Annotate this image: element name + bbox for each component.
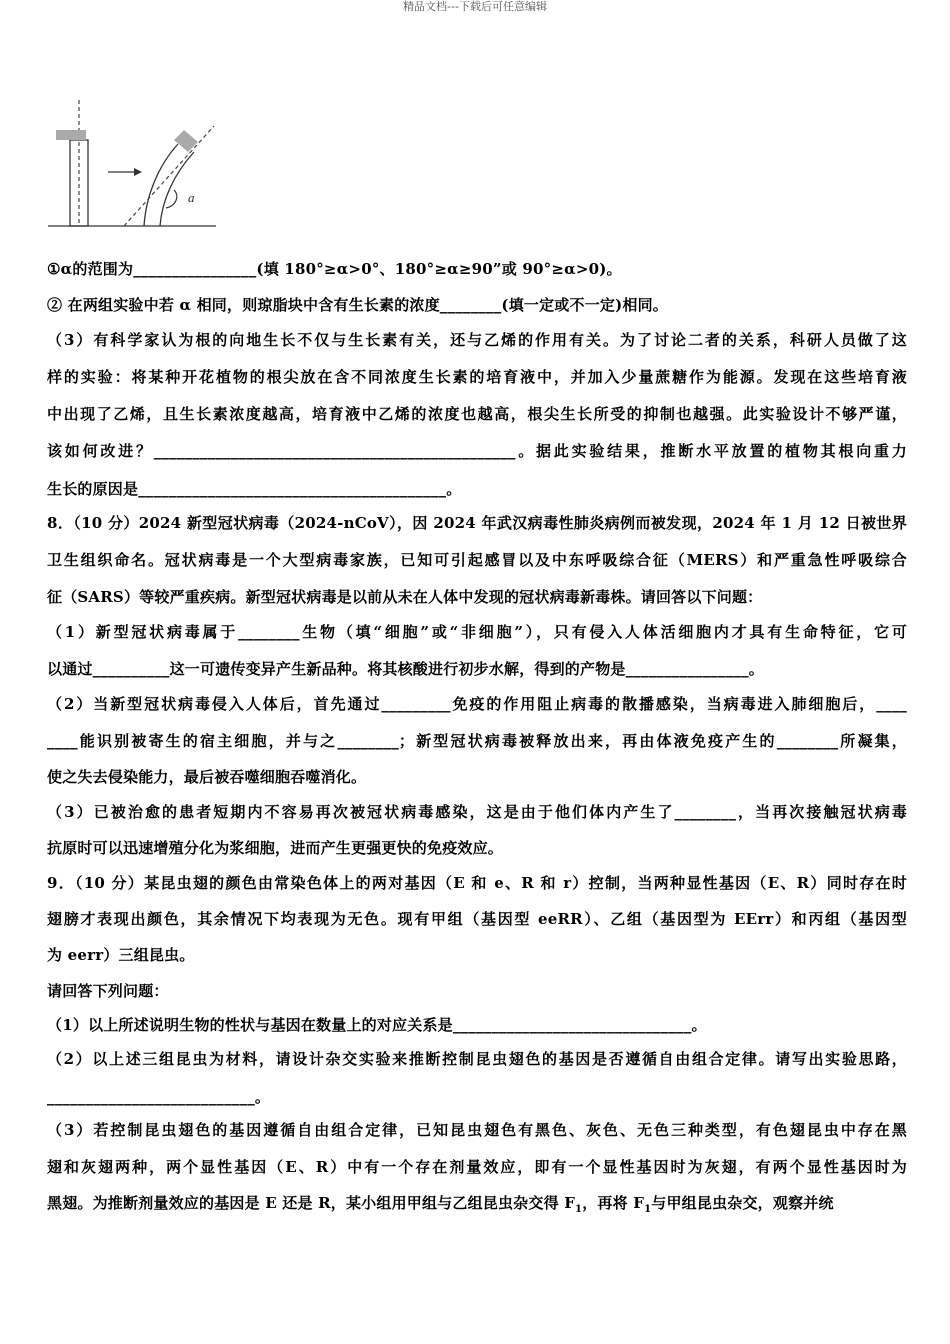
text-line: 9．（10 分）某昆虫翅的颜色由常染色体上的两对基因（E 和 e、R 和 r）控制，当两种显性基因（E、R）同时存在时 (47, 874, 907, 892)
text-line: 以通过__________这一可遗传变异产生新品种。将其核酸进行初步水解，得到的产物是________________。 (47, 660, 765, 678)
plant-bending-diagram (48, 96, 228, 236)
text-line: 黑翅。为推断剂量效应的基因是 E 还是 R，某小组用甲组与乙组昆虫杂交得 $F_1$，再将 $F_1$与甲组昆虫杂交，观察并统 (47, 1194, 834, 1215)
text-line: 征（SARS）等较严重疾病。新型冠状病毒是以前从未在人体中发现的冠状病毒新毒株。请回答以下问题： (47, 588, 763, 606)
text-line: ____能识别被寄生的宿主细胞，并与之________；新型冠状病毒被释放出来，再由体液免疫产生的________所凝集， (47, 732, 907, 750)
text-line: 翅膀才表现出颜色，其余情况下均表现为无色。现有甲组（基因型 eeRR）、乙组（基因型为 EErr）和丙组（基因型 (47, 910, 907, 928)
text-line: （3）若控制昆虫翅色的基因遵循自由组合定律，已知昆虫翅色有黑色、灰色、无色三种类型，有色翅昆虫中存在黑 (47, 1121, 907, 1139)
text-line: 抗原时可以迅速增殖分化为浆细胞，进而产生更强更快的免疫效应。 (47, 839, 504, 857)
text-line: 使之失去侵染能力，最后被吞噬细胞吞噬消化。 (47, 768, 367, 786)
text-line: ①α的范围为________________(填 180°≥α>0°、180°≥α≥90”或 90°≥α>0)。 (47, 260, 622, 278)
text-line: 8．（10 分）2024 新型冠状病毒（2024-nCoV），因 2024 年武汉病毒性肺炎病例而被发现，2024 年 1 月 12 日被世界 (47, 514, 907, 532)
text-line: 请回答下列问题： (47, 982, 169, 1000)
text-line: （3）已被治愈的患者短期内不容易再次被冠状病毒感染，这是由于他们体内产生了________，当再次接触冠状病毒 (47, 803, 907, 821)
text-line: 该如何改进？_______________________________________________。据此实验结果，推断水平放置的植物其根向重力 (47, 442, 907, 460)
page-header: 精品文档---下载后可任意编辑 (403, 0, 547, 13)
text-line: ② 在两组实验中若 α 相同，则琼脂块中含有生长素的浓度________(填一定或不一定)相同。 (47, 296, 669, 314)
text-line: （1）以上所述说明生物的性状与基因在数量上的对应关系是_______________________________。 (47, 1016, 707, 1034)
text-line: 翅和灰翅两种，两个显性基因（E、R）中有一个存在剂量效应，即有一个显性基因时为灰翅，有两个显性基因时为 (47, 1158, 907, 1176)
text-line: 为 eerr）三组昆虫。 (47, 946, 195, 964)
text-line: （2）以上述三组昆虫为材料，请设计杂交实验来推断控制昆虫翅色的基因是否遵循自由组合定律。请写出实验思路， (47, 1050, 907, 1068)
text-line: 生长的原因是________________________________________。 (47, 480, 462, 498)
text-line: 样的实验：将某种开花植物的根尖放在含不同浓度生长素的培育液中，并加入少量蔗糖作为能源。发现在这些培育液 (47, 368, 907, 386)
angle-label: a (188, 190, 195, 205)
text-line: （3）有科学家认为根的向地生长不仅与生长素有关，还与乙烯的作用有关。为了讨论二者的关系，科研人员做了这 (47, 331, 907, 349)
text-line: （1）新型冠状病毒属于________生物（填“细胞”或“非细胞”），只有侵入人体活细胞内才具有生命特征，它可 (47, 623, 907, 641)
text-line: （2）当新型冠状病毒侵入人体后，首先通过_________免疫的作用阻止病毒的散播感染，当病毒进入肺细胞后，____ (47, 695, 907, 713)
text-line: 卫生组织命名。冠状病毒是一个大型病毒家族，已知可引起感冒以及中东呼吸综合征（MERS）和严重急性呼吸综合 (47, 551, 907, 569)
text-line: 中出现了乙烯，且生长素浓度越高，培育液中乙烯的浓度也越高，根尖生长所受的抑制也越强。此实验设计不够严谨， (47, 405, 907, 423)
text-line: ___________________________。 (47, 1088, 271, 1106)
